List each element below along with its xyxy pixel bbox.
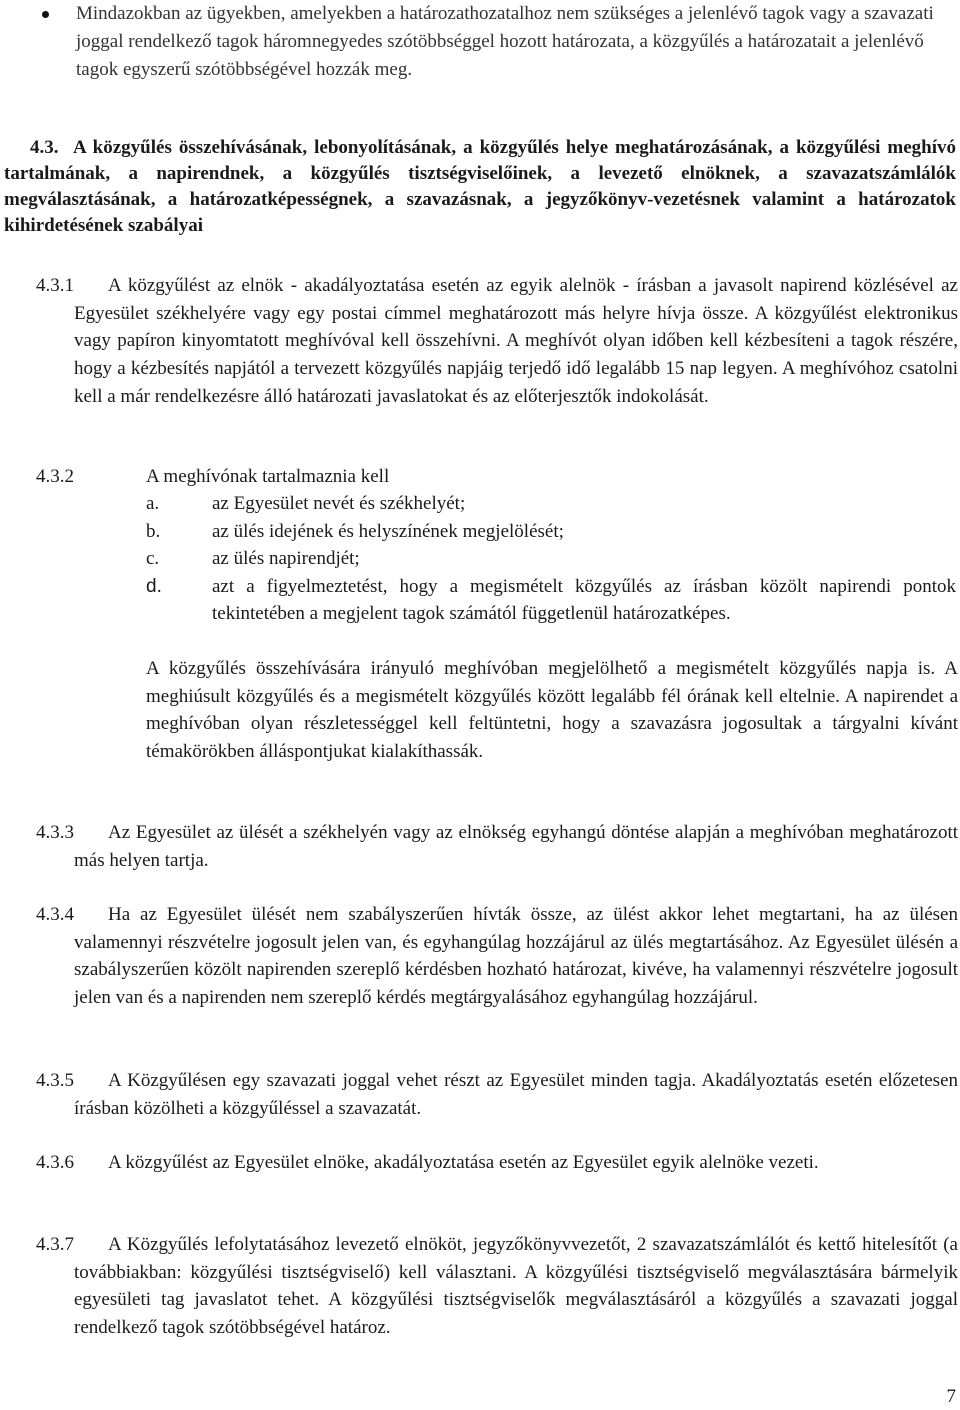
- section-4-3-3: [36, 819, 958, 874]
- list-letter: c.: [146, 548, 160, 569]
- list-item-a: [146, 490, 958, 517]
- section-number: 4.3.5: [36, 1070, 74, 1091]
- section-4-3-2-number: 4.3.2: [36, 466, 74, 487]
- section-heading: [4, 135, 956, 239]
- section-4-3-5: [36, 1067, 958, 1122]
- list-text: az ülés idejének és helyszínének megjelölését;: [212, 521, 564, 542]
- section-4-3-4: [36, 901, 958, 1012]
- section-4-3-7: [36, 1231, 958, 1342]
- list-text: az Egyesület nevét és székhelyét;: [212, 493, 466, 514]
- section-number: 4.3.4: [36, 904, 74, 925]
- list-item-b: [146, 518, 958, 545]
- heading-text: A közgyűlés összehívásának, lebonyolításának, a közgyűlés helye meghatározásának, a közgyűlési meghívó tartalmának, a napirendnek, a közgyűlés tisztségviselőinek, a levezető elnöknek, a szavazatszámlálók megválasztásának, a határozatképességnek, a szavazásnak, a jegyzőkönyv-vezetésnek valamint a határozatok kihirdetésének szabályai: [4, 137, 957, 236]
- list-text: az ülés napirendjét;: [212, 548, 360, 569]
- section-number: 4.3.3: [36, 822, 74, 843]
- section-4-3-2-intro: A meghívónak tartalmaznia kell: [146, 466, 390, 487]
- bullet-icon: [42, 11, 49, 18]
- section-4-3-1: [36, 272, 958, 411]
- heading-number: 4.3.: [30, 137, 59, 158]
- section-4-3-2-after: A közgyűlés összehívására irányuló meghívóban megjelölhető a megismételt közgyűlés napja is. A meghiúsult közgyűlés és a megismételt közgyűlés között legalább fél órának kell eltelnie. A napirendet a meghívóban olyan részletességgel kell feltüntetni, hogy a szavazásra jogosultak a tárgyalni kívánt témakörökben álláspontjukat kialakíthassák.: [146, 658, 958, 763]
- section-text: Ha az Egyesület ülését nem szabályszerűen hívták össze, az ülést akkor lehet megtartani, ha az ülésen valamennyi részvételre jogosult jelen van, és egyhangúlag hozzájárul az ülés megtartásához. Az Egyesület ülésén a szabályszerűen közölt napirenden szereplő kérdésben hozható határozat, kivéve, ha valamennyi részvételre jogosult jelen van és a napirenden nem szereplő kérdés megtárgyalásához egyhangúlag hozzájárul.: [74, 904, 958, 1009]
- section-text: A Közgyűlés lefolytatásához levezető elnököt, jegyzőkönyvvezetőt, 2 szavazatszámlálót és kettő hitelesítőt (a továbbiakban: közgyűlési tisztségviselő) kell választani. A közgyűlési tisztségviselő megválasztására bármelyik egyesületi tag javaslatot tehet. A közgyűlési tisztségviselők megválasztásáról a közgyűlés a szavazati joggal rendelkező tagok szótöbbségével határoz.: [74, 1234, 958, 1339]
- section-text: A közgyűlést az elnök - akadályoztatása esetén az egyik alelnök - írásban a javasolt napirend közlésével az Egyesület székhelyére vagy egy postai címmel meghatározott más helyre hívja össze. A közgyűlést elektronikus vagy papíron kinyomtatott meghívóval kell összehívni. A meghívót olyan időben kell kézbesíteni a tagok részére, hogy a kézbesítés napjától a tervezett közgyűlés napjáig terjedő idő legalább 15 nap legyen. A meghívóhoz csatolni kell a már rendelkezésre álló határozati javaslatokat és az előterjesztők indokolását.: [74, 275, 958, 407]
- section-number: 4.3.1: [36, 275, 74, 296]
- section-text: A közgyűlést az Egyesület elnöke, akadályoztatása esetén az Egyesület egyik alelnöke vezeti.: [108, 1152, 819, 1173]
- section-text: A Közgyűlésen egy szavazati joggal vehet részt az Egyesület minden tagja. Akadályoztatás esetén előzetesen írásban közölheti a közgyűléssel a szavazatát.: [74, 1070, 958, 1119]
- section-4-3-6: [36, 1149, 958, 1177]
- list-item-c: [146, 545, 958, 572]
- bullet-text: Mindazokban az ügyekben, amelyekben a határozathozatalhoz nem szükséges a jelenlévő tagok vagy a szavazati joggal rendelkező tagok háromnegyedes szótöbbséggel hozott határozata, a közgyűlés a határozatait a jelenlévő tagok egyszerű szótöbbségével hozzák meg.: [76, 3, 934, 81]
- bullet-paragraph: [76, 0, 956, 85]
- section-text: Az Egyesület az ülését a székhelyén vagy az elnökség egyhangú döntése alapján a meghívóban meghatározott más helyen tartja.: [74, 822, 958, 871]
- section-number: 4.3.7: [36, 1234, 74, 1255]
- page-number: 7: [946, 1386, 956, 1407]
- list-item-d: [146, 573, 958, 627]
- section-number: 4.3.6: [36, 1152, 74, 1173]
- list-letter: b.: [146, 521, 161, 542]
- list-letter: a.: [146, 493, 160, 514]
- list-letter: d.: [146, 576, 162, 597]
- list-text: azt a figyelmeztetést, hogy a megismételt közgyűlés az írásban közölt napirendi pontok tekintetében a megjelent tagok számától függetlenül határozatképes.: [212, 576, 956, 624]
